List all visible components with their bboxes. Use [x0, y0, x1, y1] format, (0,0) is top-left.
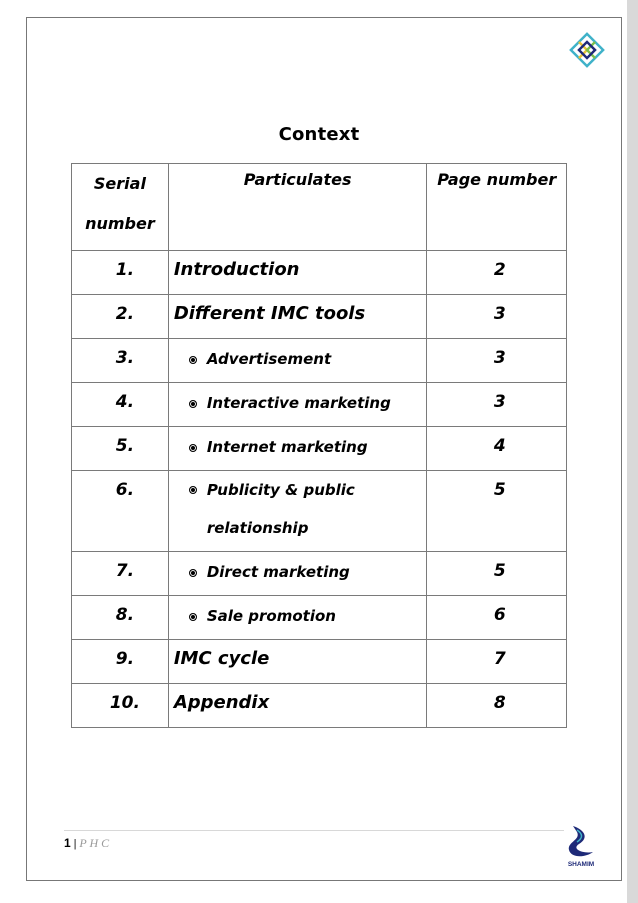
particulate-label: Direct marketing [206, 563, 350, 581]
bullet-icon [189, 356, 197, 364]
particulate-cell [168, 383, 427, 427]
table-row [72, 383, 567, 427]
page-cell: 5 [427, 471, 567, 552]
table-row [72, 596, 567, 640]
table-row [72, 295, 567, 339]
serial-cell: 9. [72, 640, 169, 684]
page-cell: 4 [427, 427, 567, 471]
footer-divider [64, 830, 564, 831]
bullet-icon [189, 400, 197, 408]
footer-page-number: 1 [64, 836, 71, 850]
particulate-label: Interactive marketing [206, 394, 391, 412]
table-row [72, 471, 567, 552]
table-row [72, 339, 567, 383]
particulate-cell [168, 471, 427, 552]
contents-table [71, 163, 567, 728]
particulate-cell [168, 596, 427, 640]
particulate-label: Internet marketing [206, 438, 368, 456]
bullet-icon [189, 444, 197, 452]
header-particulates: Particulates [168, 164, 427, 251]
table-row [72, 640, 567, 684]
serial-cell: 10. [72, 684, 169, 728]
table-row [72, 684, 567, 728]
page-cell: 2 [427, 251, 567, 295]
shamim-brand-logo-icon [563, 822, 599, 870]
particulate-label: Sale promotion [206, 607, 336, 625]
serial-cell: 4. [72, 383, 169, 427]
bullet-icon [189, 486, 197, 494]
serial-cell: 3. [72, 339, 169, 383]
table-header-row [72, 164, 567, 251]
serial-cell: 2. [72, 295, 169, 339]
logo-brand-text: SHAMIM [567, 861, 595, 868]
company-knot-logo-icon [568, 31, 606, 69]
table-row [72, 251, 567, 295]
page-cell: 8 [427, 684, 567, 728]
page-cell: 6 [427, 596, 567, 640]
particulate-cell: Appendix [168, 684, 427, 728]
serial-cell: 7. [72, 552, 169, 596]
serial-cell: 6. [72, 471, 169, 552]
particulate-cell: Introduction [168, 251, 427, 295]
page-cell: 3 [427, 383, 567, 427]
table-row [72, 552, 567, 596]
header-serial-number: Serial number [72, 164, 169, 251]
page-cell: 7 [427, 640, 567, 684]
particulate-label: Publicity & public relationship [206, 481, 355, 537]
particulate-cell [168, 339, 427, 383]
page-footer [64, 836, 109, 851]
footer-code: P H C [79, 836, 110, 850]
serial-cell: 1. [72, 251, 169, 295]
particulate-cell [168, 427, 427, 471]
serial-cell: 5. [72, 427, 169, 471]
page-cell: 3 [427, 339, 567, 383]
particulate-label: Advertisement [206, 350, 332, 368]
header-page-number: Page number [427, 164, 567, 251]
page-cell: 3 [427, 295, 567, 339]
particulate-cell: IMC cycle [168, 640, 427, 684]
serial-cell: 8. [72, 596, 169, 640]
particulate-cell [168, 552, 427, 596]
footer-separator: | [73, 836, 77, 850]
particulate-cell: Different IMC tools [168, 295, 427, 339]
table-row [72, 427, 567, 471]
document-title: Context [278, 124, 360, 145]
page-cell: 5 [427, 552, 567, 596]
bullet-icon [189, 613, 197, 621]
bullet-icon [189, 569, 197, 577]
